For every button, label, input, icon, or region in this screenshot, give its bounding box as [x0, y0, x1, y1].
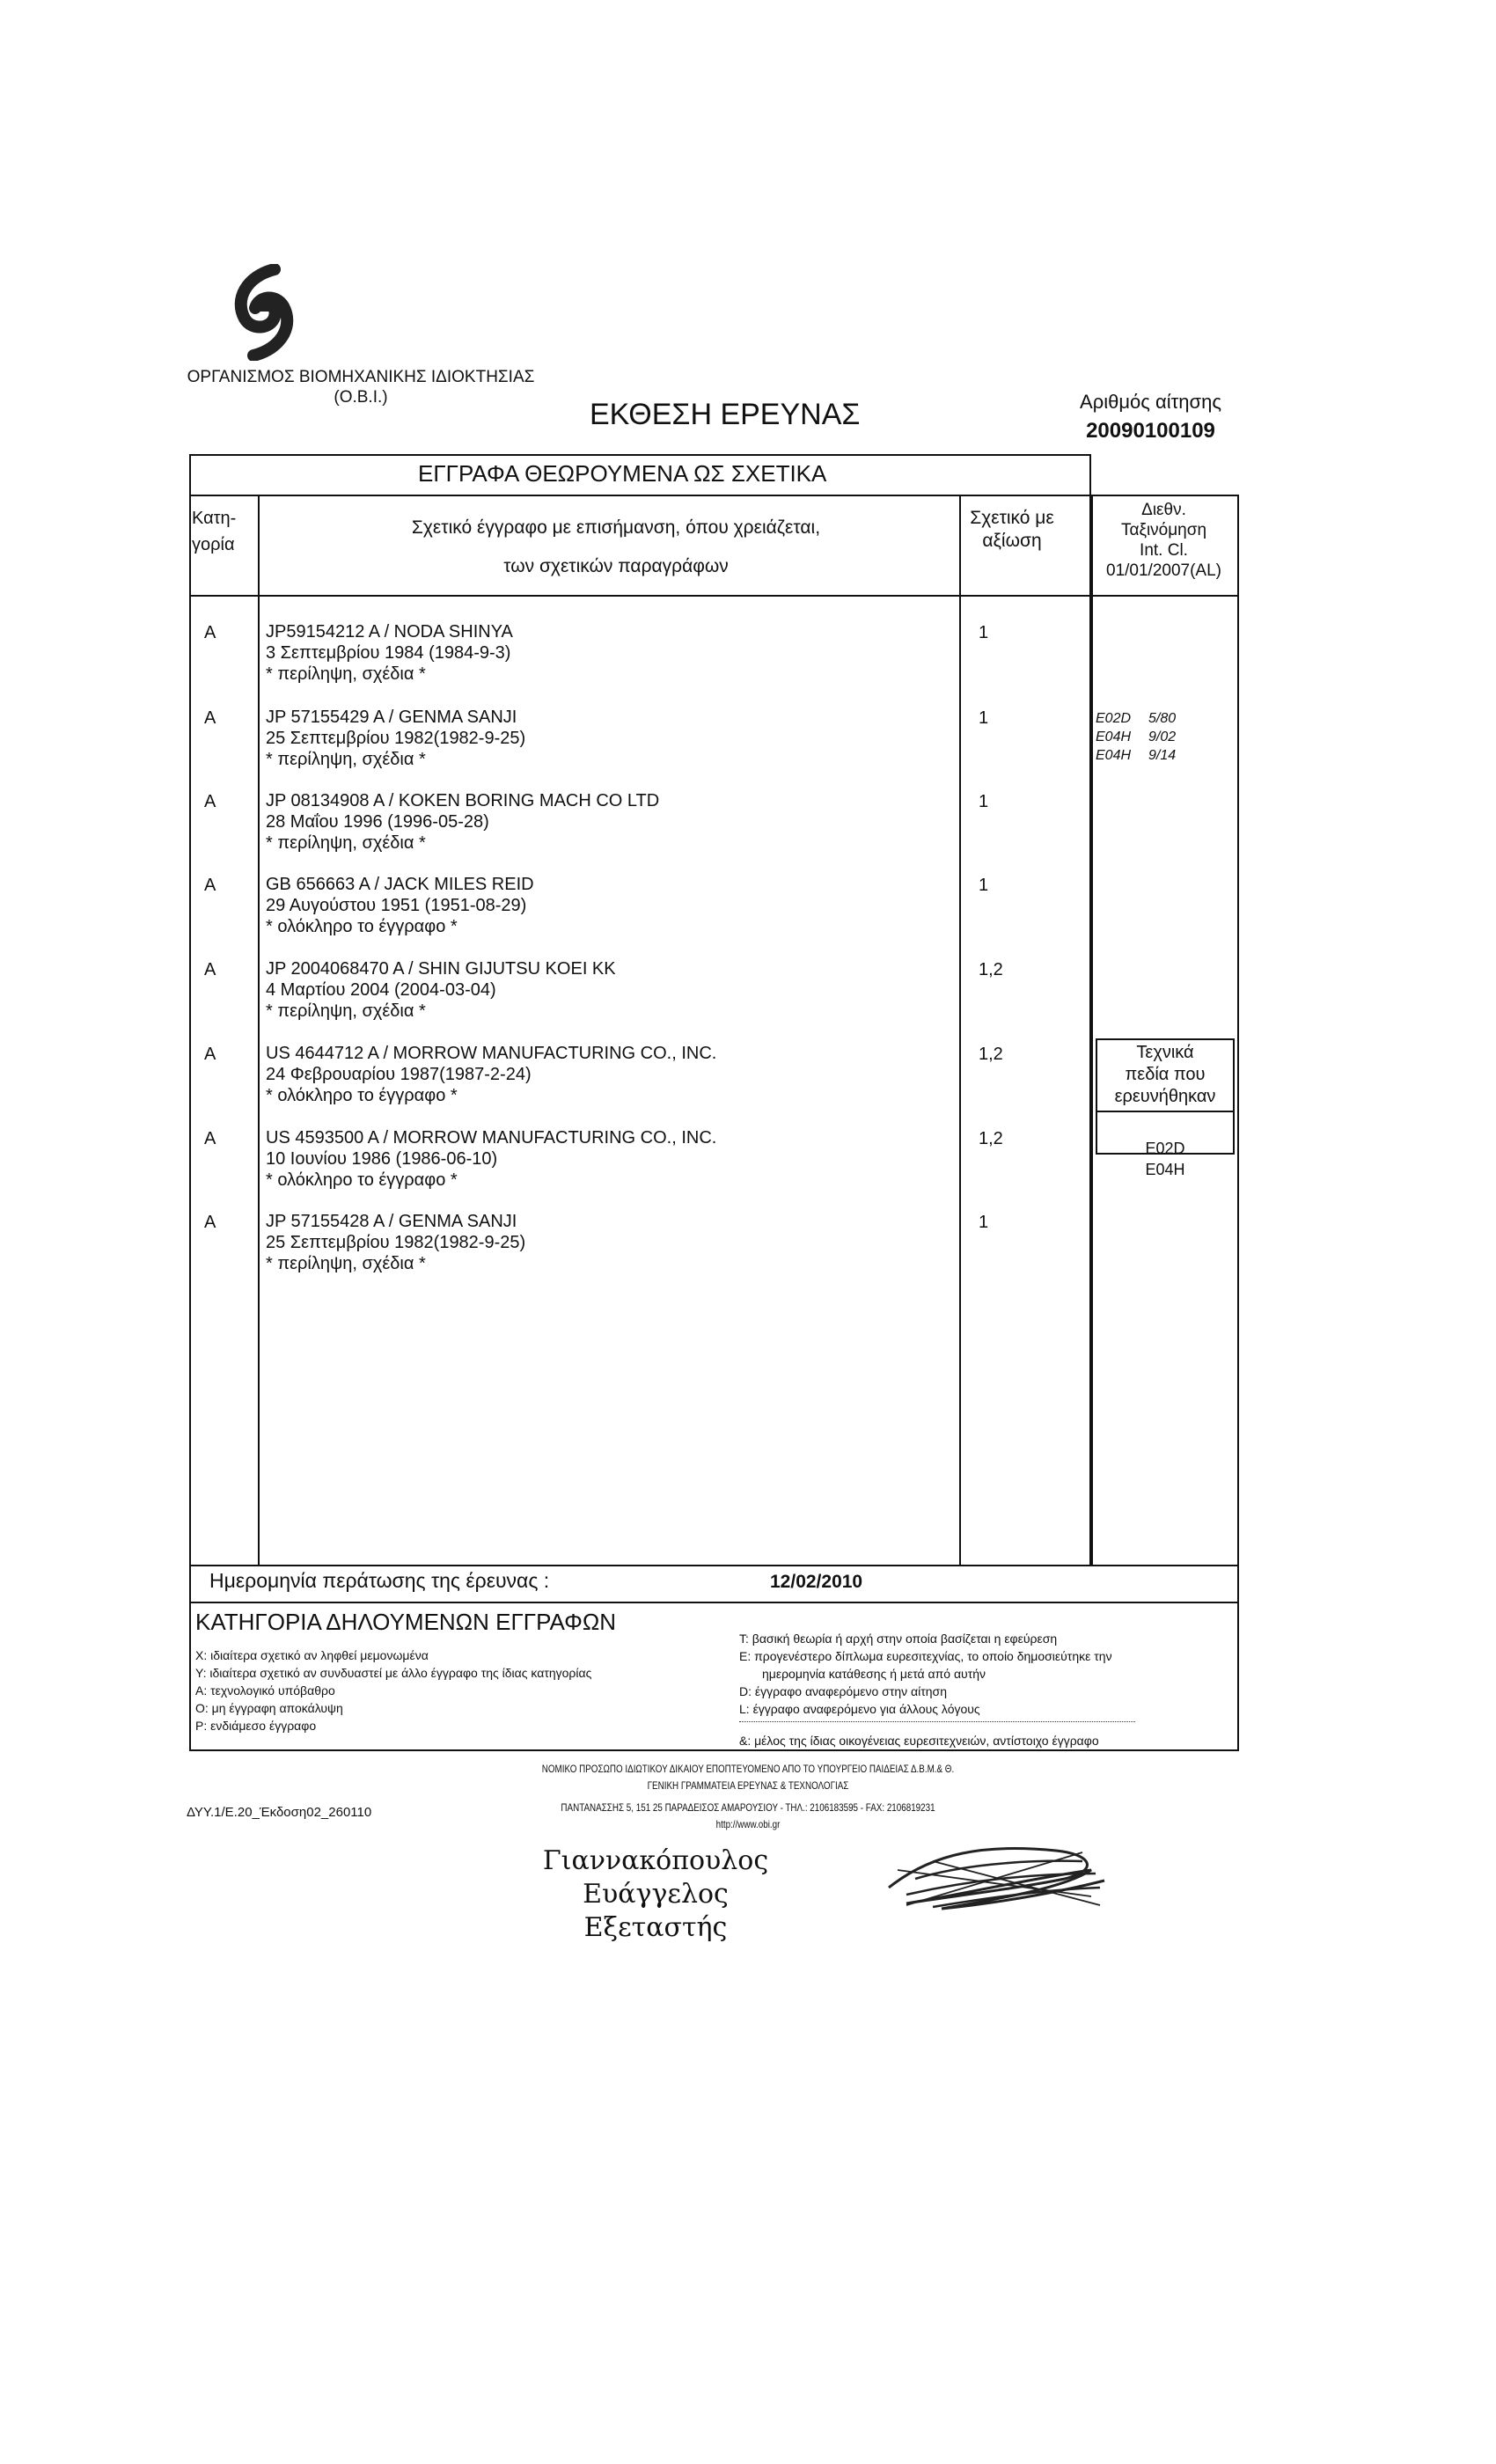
claims-column-header: Σχετικό με αξίωση — [970, 508, 1054, 551]
completion-date: 12/02/2010 — [770, 1572, 863, 1592]
ipc-classification: E02D 5/80 E04H 9/02 E04H 9/14 — [1096, 711, 1177, 763]
row-claims: 1 — [979, 623, 989, 642]
row-category: A — [204, 1129, 216, 1148]
legend-categories-right: T: βασική θεωρία ή αρχή στην οποία βασίζεται η εφεύρεση E: προγενέστερο δίπλωμα ευρεσιτεχνίας, το οποίο δημοσιεύτηκε την ημερομηνία κατάθεσης ή μετά από αυτήν D: έγγραφο αναφερόμενο στην αίτηση L: έγγραφο αναφερόμενο για άλλους λόγους — [739, 1632, 1112, 1716]
organization-name: ΟΡΓΑΝΙΣΜΟΣ ΒΙΟΜΗΧΑΝΙΚΗΣ ΙΔΙΟΚΤΗΣΙΑΣ (Ο.Β.Ι.) — [187, 368, 535, 407]
row-category: A — [204, 708, 216, 728]
row-document: JP 57155428 A / GENMA SANJI 25 Σεπτεμβρίου 1982(1982-9-25) * περίληψη, σχέδια * — [266, 1212, 526, 1273]
row-claims: 1,2 — [979, 1045, 1003, 1064]
row-claims: 1 — [979, 876, 989, 895]
legend-divider — [739, 1721, 1135, 1722]
relevant-documents-heading: ΕΓΓΡΑΦΑ ΘΕΩΡΟΥΜΕΝΑ ΩΣ ΣΧΕΤΙΚΑ — [418, 460, 827, 487]
row-document: JP59154212 A / NODA SHINYA 3 Σεπτεμβρίου 1984 (1984-9-3) * περίληψη, σχέδια * — [266, 622, 513, 684]
application-number: 20090100109 — [1086, 419, 1215, 443]
completion-date-label: Ημερομηνία περάτωσης της έρευνας : — [209, 1569, 550, 1592]
row-category: A — [204, 876, 216, 895]
row-category: A — [204, 1045, 216, 1064]
row-claims: 1 — [979, 708, 989, 728]
row-claims: 1,2 — [979, 960, 1003, 979]
row-document: GB 656663 A / JACK MILES REID 29 Αυγούστου 1951 (1951-08-29) * ολόκληρο το έγγραφο * — [266, 875, 534, 936]
classification-column-header: Διεθν. Ταξινόμηση Int. Cl. 01/01/2007(AL) — [1106, 501, 1221, 580]
legend-title: ΚΑΤΗΓΟΡΙΑ ΔΗΛΟΥΜΕΝΩΝ ΕΓΓΡΑΦΩΝ — [195, 1609, 617, 1635]
row-document: US 4593500 A / MORROW MANUFACTURING CO., INC. 10 Ιουνίου 1986 (1986-06-10) * ολόκληρο το έγγραφο * — [266, 1128, 717, 1190]
legend-family-member: &: μέλος της ίδιας οικογένειας ευρεσιτεχνειών, αντίστοιχο έγγραφο — [739, 1734, 1099, 1748]
row-claims: 1 — [979, 1213, 989, 1232]
classification-column-box — [1091, 495, 1239, 1566]
category-column-header: Κατη- γορία — [192, 509, 237, 554]
row-category: A — [204, 623, 216, 642]
row-document: US 4644712 A / MORROW MANUFACTURING CO., INC. 24 Φεβρουαρίου 1987(1987-2-24) * ολόκληρο το έγγραφο * — [266, 1044, 717, 1105]
application-number-label: Αριθμός αίτησης — [1080, 391, 1221, 413]
row-category: A — [204, 960, 216, 979]
row-claims: 1,2 — [979, 1129, 1003, 1148]
row-document: JP 2004068470 A / SHIN GIJUTSU KOEI KK 4 Μαρτίου 2004 (2004-03-04) * περίληψη, σχέδια * — [266, 959, 616, 1021]
examiner-stamp: Γιαννακόπουλος Ευάγγελος Εξεταστής — [542, 1845, 769, 1943]
document-reference: ΔΥΥ.1/Ε.20_Έκδοση02_260110 — [187, 1805, 372, 1820]
legend-categories-left: X: ιδιαίτερα σχετικό αν ληφθεί μεμονωμένα Y: ιδιαίτερα σχετικό αν συνδυαστεί με άλλο έγγραφο της ίδιας κατηγορίας A: τεχνολογικό υπόβαθρο O: μη έγγραφη αποκάλυψη P: ενδιάμεσο έγγραφο — [195, 1648, 592, 1733]
office-footer: ΝΟΜΙΚΟ ΠΡΟΣΩΠΟ ΙΔΙΩΤΙΚΟΥ ΔΙΚΑΙΟΥ ΕΠΟΠΤΕΥΟΜΕΝΟ ΑΠΟ ΤΟ ΥΠΟΥΡΓΕΙΟ ΠΑΙΔΕΙΑΣ Δ.Β.Μ.& Θ. ΓΕΝΙΚΗ ΓΡΑΜΜΑΤΕΙΑ ΕΡΕΥΝΑΣ & ΤΕΧΝΟΛΟΓΙΑΣ ΠΑΝΤΑΝΑΣΣΗΣ 5, 151 25 ΠΑΡΑΔΕΙΣΟΣ ΑΜΑΡΟΥΣΙΟΥ - ΤΗΛ.: 2106183595 - FAX: 2106819231 http://www.obi.gr — [541, 1763, 955, 1830]
technical-fields-codes: E02D E04H — [1145, 1140, 1185, 1178]
document-column-header: Σχετικό έγγραφο με επισήμανση, όπου χρειάζεται, των σχετικών παραγράφων — [411, 517, 821, 576]
row-claims: 1 — [979, 792, 989, 811]
report-title: ΕΚΘΕΣΗ ΕΡΕΥΝΑΣ — [590, 398, 861, 431]
row-category: A — [204, 1213, 216, 1232]
technical-fields-title: Τεχνικά πεδία που ερευνήθηκαν — [1114, 1043, 1216, 1106]
row-document: JP 08134908 A / KOKEN BORING MACH CO LTD 28 Μαΐου 1996 (1996-05-28) * περίληψη, σχέδια * — [266, 791, 660, 853]
row-category: A — [204, 792, 216, 811]
row-document: JP 57155429 A / GENMA SANJI 25 Σεπτεμβρίου 1982(1982-9-25) * περίληψη, σχέδια * — [266, 708, 526, 769]
examiner-signature — [880, 1835, 1118, 1918]
obi-logo — [220, 264, 308, 361]
